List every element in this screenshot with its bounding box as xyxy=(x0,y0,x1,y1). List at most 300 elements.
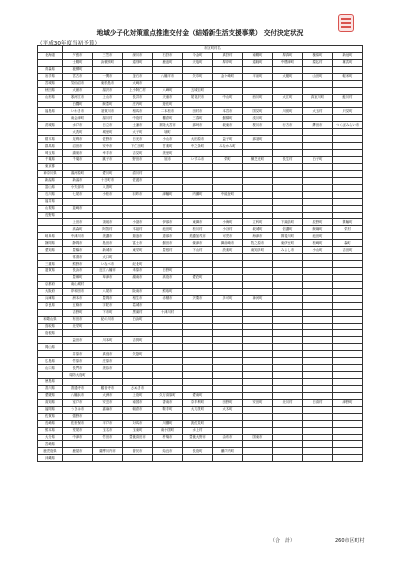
municipality-cell xyxy=(213,316,243,323)
municipality-cell xyxy=(303,66,333,73)
prefecture-cell: 栃木県 xyxy=(38,136,63,143)
prefecture-cell xyxy=(38,337,63,344)
municipality-cell xyxy=(153,261,183,268)
municipality-cell: 気仙沼市 xyxy=(63,80,93,87)
municipality-cell: 荒尾市 xyxy=(63,427,93,434)
municipality-cell: みなかみ町 xyxy=(213,143,243,150)
municipality-cell xyxy=(273,163,303,170)
municipality-cell: 東栄町 xyxy=(123,247,153,254)
municipality-cell xyxy=(273,316,303,323)
municipality-cell xyxy=(213,254,243,261)
municipality-cell: 嘉麻市 xyxy=(93,406,123,413)
municipality-cell xyxy=(273,379,303,386)
municipality-cell xyxy=(123,184,153,191)
table-row xyxy=(38,66,363,73)
prefecture-cell: 福島県 xyxy=(38,108,63,115)
table-row xyxy=(38,413,363,420)
municipality-cell: 紀北町 xyxy=(123,261,153,268)
municipality-cell xyxy=(303,365,333,372)
municipality-cell: 阪南市 xyxy=(123,288,153,295)
municipality-cell xyxy=(303,136,333,143)
municipality-cell: 津野町 xyxy=(333,399,363,406)
municipality-cell xyxy=(213,87,243,94)
municipality-cell: 南国市 xyxy=(123,399,153,406)
municipality-cell xyxy=(93,441,123,448)
prefecture-cell: 福岡県 xyxy=(38,406,63,413)
municipality-cell: 尾花沢市 xyxy=(183,94,213,101)
municipality-cell: 小山市 xyxy=(153,136,183,143)
municipality-cell xyxy=(213,420,243,427)
table-row xyxy=(38,101,363,108)
municipality-cell: 長門市 xyxy=(63,365,93,372)
municipality-cell xyxy=(183,268,213,275)
table-row xyxy=(38,399,363,406)
municipality-cell: 今金町 xyxy=(183,52,213,59)
municipality-cell: 湖南市 xyxy=(123,274,153,281)
municipality-cell: 国東市 xyxy=(243,434,273,441)
municipality-cell xyxy=(303,337,333,344)
prefecture-cell xyxy=(38,226,63,233)
table-row xyxy=(38,191,363,198)
municipality-cell xyxy=(273,295,303,302)
municipality-cell xyxy=(153,205,183,212)
municipality-cell xyxy=(63,212,93,219)
municipality-cell xyxy=(333,448,363,455)
municipality-cell: 愛荘町 xyxy=(183,274,213,281)
municipality-cell: 瀬戸内町 xyxy=(213,448,243,455)
municipality-cell: 豊郷町 xyxy=(63,274,93,281)
table-row xyxy=(38,212,363,219)
municipality-cell xyxy=(273,170,303,177)
municipality-cell: 鹿屋市 xyxy=(63,448,93,455)
municipality-cell xyxy=(183,351,213,358)
municipality-cell xyxy=(153,365,183,372)
municipality-cell xyxy=(93,212,123,219)
municipality-cell xyxy=(333,129,363,136)
table-row xyxy=(38,344,363,351)
prefecture-cell xyxy=(38,219,63,226)
municipality-cell: 川俣町 xyxy=(273,108,303,115)
prefecture-cell: 青森県 xyxy=(38,66,63,73)
municipality-cell: 安芸市 xyxy=(93,399,123,406)
municipality-cell: 日光市 xyxy=(123,136,153,143)
municipality-cell xyxy=(243,143,273,150)
municipality-cell: 厚真町 xyxy=(273,52,303,59)
table-row xyxy=(38,122,363,129)
municipality-cell: 小矢部市 xyxy=(63,184,93,191)
prefecture-cell xyxy=(38,129,63,136)
municipality-cell xyxy=(213,344,243,351)
prefecture-cell: 神奈川県 xyxy=(38,170,63,177)
municipality-cell xyxy=(183,379,213,386)
municipality-cell xyxy=(243,274,273,281)
municipality-cell: 湯沢市 xyxy=(93,87,123,94)
municipality-cell xyxy=(123,212,153,219)
municipality-cell: 天童市 xyxy=(153,94,183,101)
municipality-cell: つくばみらい市 xyxy=(333,122,363,129)
prefecture-cell xyxy=(38,59,63,66)
total-label: （合 計） xyxy=(270,538,296,544)
municipality-cell xyxy=(303,344,333,351)
municipality-cell xyxy=(153,455,183,462)
municipality-cell: 箕輪町 xyxy=(333,219,363,226)
municipality-cell xyxy=(303,170,333,177)
municipality-cell xyxy=(183,150,213,157)
table-row xyxy=(38,358,363,365)
municipality-cell xyxy=(183,337,213,344)
municipality-cell: 士幌町 xyxy=(63,59,93,66)
table-row xyxy=(38,163,363,170)
municipality-cell xyxy=(303,372,333,379)
table-row xyxy=(38,129,363,136)
municipality-cell xyxy=(333,184,363,191)
municipality-cell: 長井市 xyxy=(123,94,153,101)
municipality-cell: 二本松市 xyxy=(153,108,183,115)
prefecture-cell: 茨城県 xyxy=(38,122,63,129)
municipality-cell: 御前崎市 xyxy=(213,240,243,247)
municipality-cell: 南幌町 xyxy=(243,52,273,59)
municipality-cell: 鹿追町 xyxy=(153,59,183,66)
municipality-cell xyxy=(333,288,363,295)
municipality-cell: 高森町 xyxy=(63,226,93,233)
municipality-cell xyxy=(93,330,123,337)
municipality-cell: 遊佐町 xyxy=(153,101,183,108)
municipality-cell xyxy=(123,205,153,212)
table-row xyxy=(38,198,363,205)
municipality-cell xyxy=(273,184,303,191)
municipality-cell: 大江町 xyxy=(273,94,303,101)
municipality-cell xyxy=(123,198,153,205)
municipality-cell xyxy=(303,385,333,392)
prefecture-cell: 東京都 xyxy=(38,163,63,170)
municipality-cell: 東御市 xyxy=(183,219,213,226)
table-row xyxy=(38,323,363,330)
municipality-cell xyxy=(243,358,273,365)
municipality-cell xyxy=(93,344,123,351)
municipality-cell xyxy=(273,177,303,184)
municipality-cell: さぬき市 xyxy=(123,385,153,392)
municipality-cell xyxy=(303,455,333,462)
municipality-cell: 玉東町 xyxy=(123,427,153,434)
municipality-cell: 熊野市 xyxy=(63,261,93,268)
municipality-cell xyxy=(213,323,243,330)
municipality-cell xyxy=(63,441,93,448)
municipality-cell xyxy=(213,379,243,386)
municipality-cell xyxy=(213,129,243,136)
table-row xyxy=(38,108,363,115)
table-row xyxy=(38,233,363,240)
municipality-cell: 北栄町 xyxy=(63,323,93,330)
municipality-cell xyxy=(243,316,273,323)
municipality-cell: 瑞浪市 xyxy=(123,233,153,240)
municipality-cell: 磐梯町 xyxy=(213,115,243,122)
municipality-cell xyxy=(213,330,243,337)
table-body xyxy=(38,52,363,461)
prefecture-cell xyxy=(38,274,63,281)
municipality-cell xyxy=(63,344,93,351)
prefecture-cell: 長崎県 xyxy=(38,420,63,427)
municipality-cell xyxy=(183,309,213,316)
stamp-icon xyxy=(338,14,354,32)
municipality-cell xyxy=(333,295,363,302)
municipality-cell xyxy=(333,274,363,281)
municipality-cell xyxy=(123,330,153,337)
municipality-cell: 夕張市 xyxy=(63,52,93,59)
municipality-cell: 八峰町 xyxy=(153,87,183,94)
municipality-cell xyxy=(183,177,213,184)
municipality-cell xyxy=(93,413,123,420)
municipality-cell xyxy=(183,66,213,73)
municipality-cell: 愛南町 xyxy=(183,392,213,399)
prefecture-cell: 北海道 xyxy=(38,52,63,59)
municipality-cell: 八幡平市 xyxy=(153,73,183,80)
municipality-cell xyxy=(213,309,243,316)
municipality-cell: 近江八幡市 xyxy=(93,268,123,275)
table-row xyxy=(38,87,363,94)
prefecture-cell: 埼玉県 xyxy=(38,150,63,157)
municipality-cell xyxy=(273,351,303,358)
municipality-cell: 大洗町 xyxy=(63,129,93,136)
municipality-cell: 島田市 xyxy=(93,240,123,247)
table-row xyxy=(38,254,363,261)
municipality-cell xyxy=(333,413,363,420)
municipality-cell: 矢巾町 xyxy=(183,73,213,80)
municipality-cell xyxy=(333,323,363,330)
municipality-cell: 常滑市 xyxy=(63,254,93,261)
table-row xyxy=(38,330,363,337)
municipality-cell xyxy=(333,261,363,268)
municipality-cell: 高島市 xyxy=(153,274,183,281)
municipality-cell xyxy=(303,143,333,150)
municipality-cell xyxy=(243,212,273,219)
municipality-cell: 中之条町 xyxy=(183,143,213,150)
municipality-cell xyxy=(123,455,153,462)
municipality-cell xyxy=(273,136,303,143)
municipality-cell xyxy=(123,344,153,351)
municipality-cell: 洲本市 xyxy=(63,295,93,302)
municipality-cell: 宇陀市 xyxy=(93,302,123,309)
municipality-cell xyxy=(213,274,243,281)
municipality-cell: 下市町 xyxy=(93,309,123,316)
table-row xyxy=(38,309,363,316)
prefecture-cell: 香川県 xyxy=(38,385,63,392)
municipality-cell xyxy=(63,455,93,462)
municipality-cell xyxy=(273,413,303,420)
municipality-cell xyxy=(123,323,153,330)
municipality-cell xyxy=(213,351,243,358)
municipality-cell xyxy=(303,448,333,455)
municipality-cell xyxy=(303,177,333,184)
municipality-cell xyxy=(183,344,213,351)
municipality-cell xyxy=(303,379,333,386)
municipality-cell xyxy=(273,385,303,392)
municipality-header: 市区町村名 xyxy=(63,46,363,53)
municipality-cell xyxy=(93,372,123,379)
municipality-cell xyxy=(303,330,333,337)
prefecture-cell: 島根県 xyxy=(38,330,63,337)
municipality-cell: 厚岸町 xyxy=(213,59,243,66)
municipality-cell xyxy=(243,288,273,295)
municipality-cell: 八幡浜市 xyxy=(63,392,93,399)
municipality-cell: 吉見町 xyxy=(123,150,153,157)
municipality-cell xyxy=(303,441,333,448)
municipality-cell: 池田町 xyxy=(303,233,333,240)
municipality-cell xyxy=(213,455,243,462)
municipality-cell: 大玉村 xyxy=(303,108,333,115)
municipality-cell xyxy=(183,212,213,219)
municipality-cell xyxy=(183,163,213,170)
municipality-cell xyxy=(333,150,363,157)
municipality-cell xyxy=(153,80,183,87)
municipality-cell: 浅川町 xyxy=(243,115,273,122)
municipality-cell: 土浦市 xyxy=(123,122,153,129)
municipality-cell: 葛城市 xyxy=(123,302,153,309)
municipality-cell xyxy=(183,316,213,323)
municipality-cell: 新城市 xyxy=(93,247,123,254)
table-row xyxy=(38,365,363,372)
municipality-cell xyxy=(93,323,123,330)
municipality-cell xyxy=(123,254,153,261)
municipality-cell xyxy=(153,441,183,448)
municipality-cell xyxy=(213,441,243,448)
table-row xyxy=(38,219,363,226)
municipality-cell: 羽咋市 xyxy=(123,191,153,198)
municipality-cell xyxy=(153,66,183,73)
municipality-cell xyxy=(123,379,153,386)
table-row xyxy=(38,372,363,379)
municipality-cell: 上田市 xyxy=(63,219,93,226)
municipality-cell xyxy=(153,323,183,330)
municipality-cell: 十津川村 xyxy=(153,309,183,316)
municipality-cell xyxy=(213,281,243,288)
municipality-cell: 多可町 xyxy=(213,295,243,302)
municipality-cell xyxy=(183,129,213,136)
municipality-cell: 湯川村 xyxy=(93,115,123,122)
prefecture-cell: 佐賀県 xyxy=(38,413,63,420)
prefecture-cell: 徳島県 xyxy=(38,379,63,386)
municipality-cell: 奈半利町 xyxy=(183,399,213,406)
municipality-cell xyxy=(213,177,243,184)
municipality-cell: 沼田市 xyxy=(63,143,93,150)
municipality-cell xyxy=(303,87,333,94)
municipality-cell xyxy=(183,205,213,212)
municipality-cell: 川本町 xyxy=(93,337,123,344)
municipality-cell: 松川村 xyxy=(183,226,213,233)
prefecture-cell: 石川県 xyxy=(38,191,63,198)
municipality-cell: 辰野町 xyxy=(303,219,333,226)
municipality-cell: 飯綱町 xyxy=(303,226,333,233)
municipality-cell: 大洲市 xyxy=(93,392,123,399)
municipality-cell xyxy=(273,455,303,462)
municipality-cell xyxy=(273,441,303,448)
municipality-cell: 下仁田町 xyxy=(123,143,153,150)
prefecture-cell xyxy=(38,101,63,108)
municipality-cell xyxy=(273,358,303,365)
prefecture-cell: 三重県 xyxy=(38,261,63,268)
municipality-cell: 坂東市 xyxy=(213,122,243,129)
municipality-cell xyxy=(243,163,273,170)
municipality-cell xyxy=(93,379,123,386)
municipality-cell xyxy=(123,358,153,365)
municipality-cell xyxy=(243,385,273,392)
table-row xyxy=(38,157,363,164)
prefecture-cell: 和歌山県 xyxy=(38,316,63,323)
municipality-cell xyxy=(303,80,333,87)
municipality-cell: 日高村 xyxy=(303,399,333,406)
municipality-cell: 南会津町 xyxy=(63,115,93,122)
municipality-cell xyxy=(243,87,273,94)
municipality-cell xyxy=(273,80,303,87)
municipality-cell xyxy=(333,136,363,143)
prefecture-cell: 宮崎県 xyxy=(38,441,63,448)
municipality-cell xyxy=(243,177,273,184)
prefecture-cell: 福井県 xyxy=(38,198,63,205)
table-row xyxy=(38,94,363,101)
table-row xyxy=(38,274,363,281)
prefecture-cell: 岡山県 xyxy=(38,344,63,351)
municipality-cell: 豊後高田市 xyxy=(123,434,153,441)
prefecture-cell: 熊本県 xyxy=(38,427,63,434)
municipality-cell: 吉野町 xyxy=(63,309,93,316)
municipality-cell: 栄町 xyxy=(213,157,243,164)
municipality-cell: 紀の川市 xyxy=(93,316,123,323)
table-row xyxy=(38,73,363,80)
municipality-cell xyxy=(153,281,183,288)
prefecture-cell: 京都府 xyxy=(38,281,63,288)
municipality-cell xyxy=(93,66,123,73)
municipality-cell: 竹原市 xyxy=(63,358,93,365)
municipality-cell: 須賀川市 xyxy=(93,108,123,115)
municipality-cell: 下諏訪町 xyxy=(273,219,303,226)
municipality-cell xyxy=(303,434,333,441)
municipality-cell: 森町 xyxy=(333,240,363,247)
municipality-cell: 水戸市 xyxy=(63,122,93,129)
table-row xyxy=(38,177,363,184)
municipality-cell xyxy=(273,323,303,330)
municipality-cell: 佐渡市 xyxy=(123,177,153,184)
municipality-cell xyxy=(333,163,363,170)
municipality-cell xyxy=(333,254,363,261)
municipality-cell xyxy=(273,129,303,136)
municipality-cell xyxy=(153,163,183,170)
prefecture-cell xyxy=(38,372,63,379)
municipality-cell xyxy=(273,87,303,94)
municipality-cell xyxy=(273,288,303,295)
municipality-cell xyxy=(303,413,333,420)
municipality-cell: 真庭市 xyxy=(93,351,123,358)
prefecture-cell: 岩手県 xyxy=(38,73,63,80)
municipality-cell xyxy=(153,337,183,344)
table-row xyxy=(38,302,363,309)
municipality-cell: 佐野市 xyxy=(93,136,123,143)
municipality-cell xyxy=(333,358,363,365)
pref-header-cell xyxy=(38,46,63,53)
municipality-cell xyxy=(213,385,243,392)
municipality-cell xyxy=(243,80,273,87)
municipality-cell xyxy=(243,379,273,386)
municipality-cell: 富士市 xyxy=(123,240,153,247)
municipality-cell: 田野町 xyxy=(213,399,243,406)
municipality-cell xyxy=(213,261,243,268)
municipality-cell: いすみ市 xyxy=(183,157,213,164)
municipality-cell xyxy=(243,129,273,136)
municipality-cell: 波佐見町 xyxy=(183,420,213,427)
municipality-cell xyxy=(213,337,243,344)
prefecture-cell: 奈良県 xyxy=(38,302,63,309)
municipality-cell xyxy=(153,184,183,191)
municipality-cell xyxy=(183,254,213,261)
municipality-cell xyxy=(273,212,303,219)
